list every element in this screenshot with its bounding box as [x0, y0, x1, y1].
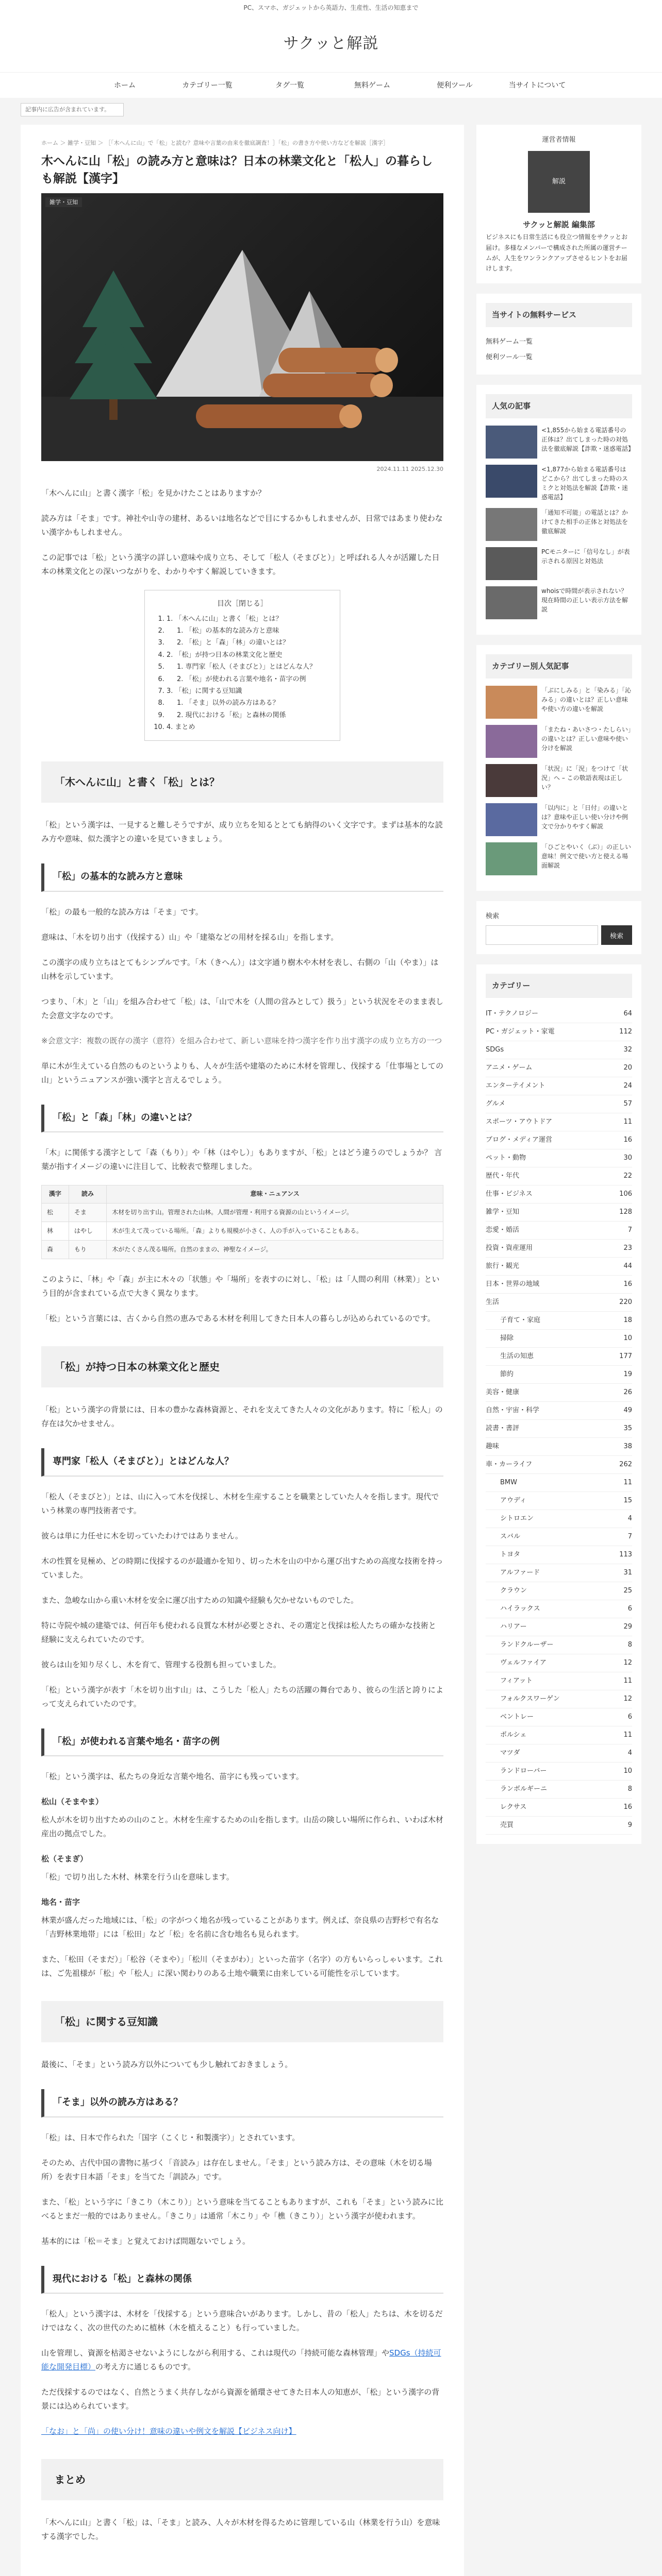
- table-row: [42, 1241, 443, 1259]
- category-count: 32: [623, 1046, 632, 1054]
- paragraph: 「松」という漢字が表す「木を切り出す山」は、こうした「松人」たちの活躍の舞台であり、彼らの生活と誇りによって支えられていたのです。: [41, 1685, 444, 1708]
- paragraph: 「松人（そまびと）」とは、山に入って木を伐採し、木材を生産することを職業としていた人々を指します。現代でいう林業の専門技術者です。: [41, 1492, 439, 1515]
- category-item[interactable]: [486, 1654, 632, 1672]
- category-item[interactable]: [486, 1366, 632, 1384]
- paragraph: 基本的には「松＝そま」と覚えておけば問題ないでしょう。: [41, 2236, 251, 2246]
- profile-description: ビジネスにも日常生活にも役立つ情報をサクッとお届け。多様なメンバーで構成された所属の運営チームが、人生をワンランクアップさせるヒントをお届けします。: [486, 233, 628, 273]
- category-name[interactable]: シトロエン: [500, 1515, 534, 1523]
- category-name[interactable]: ポルシェ: [500, 1731, 527, 1739]
- category-count: 11: [623, 1731, 632, 1739]
- category-count: 20: [623, 1064, 632, 1072]
- category-name[interactable]: 歴代・年代: [486, 1172, 520, 1180]
- widget-title: カテゴリー別人気記事: [486, 654, 632, 679]
- nav-tools[interactable]: 便利ツール: [437, 81, 473, 90]
- category-count: 8: [627, 1785, 632, 1793]
- article-link[interactable]: <1,855から始まる電話番号の正体は？出てしまった時の対処法を徹底解説【詐欺・迷惑電話】: [541, 426, 635, 452]
- category-count: 106: [619, 1190, 632, 1198]
- profile-heading: 運営者情報: [542, 135, 576, 144]
- toc-item[interactable]: 6. 2. 「松」が使われる言葉や地名・苗字の例: [167, 673, 327, 685]
- article-link[interactable]: PCモニターに「信号なし」が表示される原因と対処法: [541, 548, 630, 565]
- profile-widget: [476, 125, 641, 283]
- paragraph: 彼らは単に力任せに木を切っていたわけではありません。: [41, 1531, 243, 1540]
- category-count: 25: [623, 1587, 632, 1595]
- category-item[interactable]: [486, 1041, 632, 1059]
- article-link[interactable]: 「以内に」と「日付」の違いとは？意味や正しい使い分けや例文で分かりやすく解説: [541, 804, 628, 830]
- section-heading-1: 「木へんに山」と書く「松」とは？: [41, 761, 443, 803]
- category-name[interactable]: クラウン: [500, 1587, 527, 1595]
- site-tagline: PC、スマホ、ガジェットから英語力、生産性、生活の知恵まで: [0, 0, 662, 15]
- paragraph: ただ伐採するのではなく、自然とうまく共存しながら資源を循環させてきた日本人の知恵が、「松」という漢字の背景には込められています。: [41, 2387, 440, 2411]
- category-count: 177: [619, 1352, 632, 1361]
- category-item[interactable]: [486, 1708, 632, 1726]
- article-thumbnail: [486, 508, 537, 541]
- paragraph: 林業が盛んだった地域には、「松」の字がつく地名が残っていることがあります。例えば、奈良県の吉野杉で有名な「吉野林業地帯」には「松田」など「松」を名前に含む地名も見られます。: [41, 1916, 439, 1939]
- toc-item[interactable]: 3. 2. 「松」と「森」「林」の違いとは？: [167, 637, 327, 649]
- category-item[interactable]: [486, 1546, 632, 1564]
- toc-item[interactable]: 8. 1. 「そま」以外の読み方はある？: [167, 697, 327, 709]
- list-item[interactable]: [486, 586, 632, 619]
- category-count: 18: [623, 1316, 632, 1325]
- category-count: 23: [623, 1244, 632, 1252]
- category-item[interactable]: [486, 1185, 632, 1204]
- paragraph: 「松」という漢字は、私たちの身近な言葉や地名、苗字にも残っています。: [41, 1772, 304, 1782]
- category-item[interactable]: [486, 1204, 632, 1222]
- article-thumbnail: [486, 764, 537, 797]
- table-cell: そま: [69, 1203, 106, 1222]
- category-item[interactable]: [486, 1095, 632, 1113]
- category-count: 6: [627, 1713, 632, 1721]
- global-nav: [0, 72, 662, 98]
- table-cell: もり: [69, 1241, 106, 1259]
- category-count: 220: [619, 1298, 632, 1307]
- category-count: 29: [623, 1623, 632, 1631]
- profile-name[interactable]: サクッと解説 編集部: [523, 220, 595, 230]
- category-count: 11: [623, 1118, 632, 1126]
- category-name[interactable]: 雑学・豆知: [486, 1208, 520, 1216]
- category-count: 24: [623, 1082, 632, 1090]
- paragraph: また、「松」という字に「きこり（木こり）」という意味を当てることもありますが、これも「そま」という読みに比べるとまだ一般的ではありません。「きこり」は通常「木こり」や「樵（きこり）」という漢字が使われます。: [41, 2197, 444, 2221]
- category-name[interactable]: 売買: [500, 1821, 514, 1829]
- list-item[interactable]: [486, 465, 632, 502]
- category-item[interactable]: [486, 1781, 632, 1799]
- paragraph: [41, 2346, 443, 2374]
- paragraph: そのため、古代中国の書物に基づく「音読み」は存在しません。「そま」という読み方は、その意味（木を切る場所）を表す日本語「そま」を当てた「訓読み」です。: [41, 2158, 432, 2181]
- category-count: 64: [623, 1010, 632, 1018]
- category-item[interactable]: [486, 1600, 632, 1618]
- category-item[interactable]: [486, 1077, 632, 1095]
- table-cell: 松: [42, 1203, 69, 1222]
- category-count: 7: [627, 1226, 632, 1234]
- category-name[interactable]: 恋愛・婚活: [486, 1226, 520, 1234]
- paragraph: 木の性質を見極め、どの時期に伐採するのが最適かを知り、切った木を山の中から運び出すための高度な技術を持っていました。: [41, 1556, 443, 1580]
- text: の考え方に通じるものです。: [95, 2362, 195, 2371]
- toc-item[interactable]: 7. 3. 「松」に関する豆知識: [167, 685, 327, 697]
- categories-widget: [476, 964, 641, 1844]
- list-item[interactable]: [486, 725, 632, 758]
- category-count: 4: [627, 1515, 632, 1523]
- tools-link[interactable]: 便利ツール一覧: [486, 353, 533, 361]
- subheading: 「松」と「森」「林」の違いとは？: [41, 1105, 443, 1132]
- article-thumbnail: [486, 465, 537, 498]
- category-count: 57: [623, 1100, 632, 1108]
- term-heading: 松（そまぎ）: [41, 1854, 88, 1864]
- popular-widget: [476, 385, 641, 635]
- category-count: 35: [623, 1425, 632, 1433]
- category-item[interactable]: [486, 1059, 632, 1077]
- category-count: 15: [623, 1497, 632, 1505]
- category-item[interactable]: [486, 1528, 632, 1546]
- article-thumbnail: [486, 547, 537, 580]
- list-item[interactable]: [486, 508, 632, 541]
- category-item[interactable]: [486, 1294, 632, 1312]
- category-name[interactable]: 掃除: [500, 1334, 514, 1343]
- category-item[interactable]: [486, 1510, 632, 1528]
- paragraph: つまり、「木」と「山」を組み合わせて「松」は、「山で木を（人間の営みとして）扱う」という状況をそのまま表した会意文字なのです。: [41, 996, 444, 1020]
- term-heading: 地名・苗字: [41, 1897, 80, 1907]
- forest-illustration: [41, 193, 443, 461]
- category-item[interactable]: [486, 1222, 632, 1240]
- category-count: 11: [623, 1677, 632, 1685]
- section-heading-4: まとめ: [41, 2459, 443, 2500]
- article: [21, 125, 464, 2576]
- paragraph: 意味は、「木を切り出す（伐採する）山」や「建築などの用材を採る山」を指します。: [41, 932, 339, 942]
- intro-paragraph-3: この記事では「松」という漢字の詳しい意味や成り立ち、そして「松人（そまびと）」と呼ばれる人々が活躍した日本の林業文化との深いつながりを、わかりやすく解説していきます。: [41, 553, 440, 577]
- subheading: 「そま」以外の読み方はある？: [41, 2089, 443, 2117]
- widget-title: 当サイトの無料サービス: [486, 303, 632, 327]
- paragraph: 「松人」という漢字は、木材を「伐採する」という意味合いがあります。しかし、昔の「松人」たちは、木を切るだけではなく、次の世代のために植林（木を植えること）も行っていました。: [41, 2309, 443, 2332]
- article-link[interactable]: 「またね・あいさつ・たしらい」の違いとは？正しい意味や使い分けを解説: [541, 725, 632, 752]
- widget-title: 人気の記事: [486, 394, 632, 418]
- table-row: [42, 1222, 443, 1241]
- toc-item[interactable]: 5. 1. 専門家「松人（そまびと）」とはどんな人？: [167, 661, 327, 673]
- category-name[interactable]: エンターテイメント: [486, 1082, 545, 1090]
- breadcrumb[interactable]: ホーム ＞ 雑学・豆知 ＞ ［「木へんに山」で「松」と読む？意味や言葉の由来を徹底調査！］「松」の書き方や使い方などを解説［漢字］: [41, 139, 389, 146]
- category-count: 16: [623, 1803, 632, 1811]
- category-item[interactable]: [486, 1726, 632, 1744]
- category-item[interactable]: [486, 1348, 632, 1366]
- sidebar: [476, 125, 641, 2576]
- subheading: 専門家「松人（そまびと）」とはどんな人？: [41, 1448, 443, 1476]
- category-count: 9: [627, 1821, 632, 1829]
- category-item[interactable]: [486, 1402, 632, 1420]
- category-name[interactable]: PC・ガジェット・家電: [486, 1028, 555, 1036]
- table-cell: 木がたくさん茂る場所。自然のままの、神聖なイメージ。: [107, 1241, 443, 1259]
- category-item[interactable]: [486, 1240, 632, 1258]
- paragraph: この漢字の成り立ちはとてもシンプルです。「木（きへん）」は文字通り樹木や木材を表し、右側の「山（やま）」は山林を示しています。: [41, 957, 439, 981]
- category-name[interactable]: マツダ: [500, 1749, 520, 1757]
- category-item[interactable]: [486, 1564, 632, 1582]
- eyecatch-image: [41, 193, 443, 461]
- table-header: 意味・ニュアンス: [107, 1185, 443, 1204]
- table-cell: はやし: [69, 1222, 106, 1241]
- category-item[interactable]: [486, 1131, 632, 1149]
- category-name[interactable]: 節約: [500, 1370, 514, 1379]
- category-count: 22: [623, 1172, 632, 1180]
- paragraph: 「木へんに山」と書く「松」は、「そま」と読み、人々が木材を得るために管理している山（林業を行う山）を意味する漢字でした。: [41, 2517, 440, 2541]
- category-item[interactable]: [486, 1312, 632, 1330]
- services-widget: [476, 294, 641, 375]
- intro-paragraph-1: 「木へんに山」と書く漢字「松」を見かけたことはありますか？: [41, 488, 266, 498]
- list-item[interactable]: [486, 426, 635, 459]
- table-header: 読み: [69, 1185, 106, 1204]
- toc-item[interactable]: 10. 4. まとめ: [167, 721, 327, 733]
- paragraph: このように、「林」や「森」が主に木々の「状態」や「場所」を表すのに対し、「松」は「人間の利用（林業）」という目的が含まれている点で大きく異なります。: [41, 1275, 440, 1298]
- category-count: 7: [627, 1533, 632, 1541]
- article-thumbnail: [486, 725, 537, 758]
- toc-toggle[interactable]: 目次［閉じる］: [217, 600, 268, 608]
- category-count: 4: [627, 1749, 632, 1757]
- category-name[interactable]: ハリアー: [500, 1623, 527, 1631]
- list-item[interactable]: [486, 764, 632, 797]
- category-item[interactable]: [486, 1330, 632, 1348]
- list-item[interactable]: [486, 842, 632, 875]
- table-of-contents: [144, 590, 340, 741]
- site-header: [0, 15, 662, 72]
- category-name[interactable]: 自然・宇宙・科学: [486, 1406, 540, 1415]
- category-name[interactable]: 仕事・ビジネス: [486, 1190, 533, 1198]
- nav-home[interactable]: ホーム: [114, 81, 136, 90]
- paragraph: 「木」に関係する漢字として「森（もり）」や「林（はやし）」もありますが、「松」とはどう違うのでしょうか？ 言葉が指すイメージの違いに注目して、比較表で整理しました。: [41, 1148, 442, 1172]
- article-thumbnail: [486, 586, 537, 619]
- site-title[interactable]: サクッと解説: [283, 35, 379, 53]
- category-name[interactable]: IT・テクノロジー: [486, 1010, 538, 1018]
- article-link[interactable]: whoisで時間が表示されない？現在時間の正しい表示方法を解説: [541, 587, 628, 613]
- category-item[interactable]: [486, 1023, 632, 1041]
- category-item[interactable]: [486, 1582, 632, 1600]
- list-item[interactable]: [486, 803, 632, 836]
- footnote: ※会意文字：複数の既存の漢字（意符）を組み合わせて、新しい意味を持つ漢字を作り出す漢字の成り立ち方の一つ: [41, 1036, 442, 1045]
- toc-item[interactable]: 2. 1. 「松」の基本的な読み方と意味: [167, 625, 327, 637]
- article-link[interactable]: <1,877から始まる電話番号はどこから？出てしまった時のスミクと対処法を解説【詐欺・迷惑電話】: [541, 465, 628, 501]
- table-row: [42, 1203, 443, 1222]
- table-header: 漢字: [42, 1185, 69, 1204]
- category-count: 16: [623, 1280, 632, 1289]
- category-name[interactable]: スバル: [500, 1533, 521, 1541]
- article-thumbnail: [486, 686, 537, 719]
- section-heading-3: 「松」に関する豆知識: [41, 2001, 443, 2042]
- paragraph: 「松」という漢字は、一見すると難しそうですが、成り立ちを知るととても納得のいく文字です。まずは基本的な読み方や意味、似た漢字との違いを見ていきましょう。: [41, 820, 443, 844]
- category-item[interactable]: [486, 1113, 632, 1131]
- toc-item[interactable]: 9. 2. 現代における「松」と森林の関係: [167, 709, 327, 721]
- article-thumbnail: [486, 426, 537, 459]
- paragraph: また、「松田（そまだ）」「松谷（そまや）」「松川（そまがわ）」といった苗字（名字）の方もいらっしゃいます。これは、ご先祖様が「松」や「松人」に深い関わりのある土地や職業に由来している可能性を示しています。: [41, 1955, 443, 1978]
- category-count: 30: [623, 1154, 632, 1162]
- category-count: 12: [623, 1659, 632, 1667]
- category-name[interactable]: 生活の知恵: [500, 1352, 534, 1361]
- category-item[interactable]: [486, 1618, 632, 1636]
- category-name[interactable]: 読書・書評: [486, 1425, 520, 1433]
- paragraph: 「松」という漢字の背景には、日本の豊かな森林資源と、それを支えてきた人々の文化があります。特に「松人」の存在は欠かせません。: [41, 1405, 443, 1429]
- category-name[interactable]: ベントレー: [500, 1713, 534, 1721]
- category-name[interactable]: グルメ: [486, 1100, 506, 1108]
- category-ranking-widget: [476, 645, 641, 891]
- category-count: 44: [623, 1262, 632, 1270]
- category-item[interactable]: [486, 1744, 632, 1762]
- category-item[interactable]: [486, 1636, 632, 1654]
- category-count: 26: [623, 1388, 632, 1397]
- category-count: 113: [619, 1551, 632, 1559]
- list-item[interactable]: [486, 547, 632, 580]
- article-title: 木へんに山「松」の読み方と意味は？日本の林業文化と「松人」の暮らしも解説【漢字】: [41, 154, 433, 186]
- category-name[interactable]: 趣味: [486, 1443, 500, 1451]
- article-thumbnail: [486, 803, 537, 836]
- free-games-link[interactable]: 無料ゲーム一覧: [486, 337, 533, 346]
- section-heading-2: 「松」が持つ日本の林業文化と歴史: [41, 1346, 443, 1387]
- category-count: 128: [619, 1208, 632, 1216]
- category-name[interactable]: ハイラックス: [500, 1605, 540, 1613]
- table-cell: 木材を切り出す山。管理された山林。人間が管理・利用する資源の山というイメージ。: [107, 1203, 443, 1222]
- category-name[interactable]: スポーツ・アウトドア: [486, 1118, 553, 1126]
- post-dates: 2024.11.11 2025.12.30: [376, 465, 443, 472]
- toc-item[interactable]: 1. 1. 「木へんに山」と書く「松」とは？: [167, 613, 327, 625]
- category-item[interactable]: [486, 1672, 632, 1690]
- category-name[interactable]: BMW: [500, 1479, 517, 1487]
- category-count: 11: [623, 1479, 632, 1487]
- category-name[interactable]: 生活: [486, 1298, 500, 1307]
- category-count: 16: [623, 1136, 632, 1144]
- category-name[interactable]: 旅行・観光: [486, 1262, 520, 1270]
- paragraph: 最後に、「そま」という読み方以外についても少し触れておきましょう。: [41, 2060, 293, 2070]
- category-name[interactable]: ペット・動物: [486, 1154, 526, 1162]
- text: 山を管理し、資源を枯渇させないようにしながら利用する、これは現代の「持続可能な森林管理」や: [41, 2348, 390, 2358]
- category-name[interactable]: SDGs: [486, 1046, 504, 1054]
- category-count: 262: [619, 1461, 632, 1469]
- subheading: 現代における「松」と森林の関係: [41, 2266, 443, 2294]
- paragraph: 「松」という言葉には、古くから自然の恵みである木材を利用してきた日本人の暮らしが込められているのです。: [41, 1314, 435, 1324]
- toc-item[interactable]: 4. 2. 「松」が持つ日本の林業文化と歴史: [167, 649, 327, 661]
- category-name[interactable]: アルファード: [500, 1569, 540, 1577]
- category-count: 8: [627, 1641, 632, 1649]
- category-item[interactable]: [486, 1005, 632, 1023]
- category-name[interactable]: 投資・資産運用: [486, 1244, 533, 1252]
- category-item[interactable]: [486, 1799, 632, 1817]
- sdgs-link[interactable]: SDGs（持続可能な開発目標）: [41, 2348, 441, 2371]
- paragraph: 「松」の最も一般的な読み方は「そま」です。: [41, 907, 203, 917]
- category-item[interactable]: [486, 1690, 632, 1708]
- article-thumbnail: [486, 842, 537, 875]
- category-name[interactable]: ヴェルファイア: [500, 1659, 547, 1667]
- nav-tags[interactable]: タグ一覧: [275, 81, 304, 90]
- category-name[interactable]: 美容・健康: [486, 1388, 520, 1397]
- profile-avatar: 解説: [528, 151, 590, 213]
- nav-about[interactable]: 当サイトについて: [508, 81, 566, 90]
- category-name[interactable]: フィアット: [500, 1677, 533, 1685]
- paragraph: 特に寺院や城の建築では、何百年も使われる良質な木材が必要とされ、その選定と伐採は松人たちの確かな技術と経験に支えられていたのです。: [41, 1620, 436, 1644]
- paragraph: 「松」で切り出した木材、林業を行う山を意味します。: [41, 1872, 234, 1882]
- paragraph: 「松」は、日本で作られた「国字（こくじ・和製漢字）」とされています。: [41, 2132, 300, 2142]
- term-heading: 松山（そまやま）: [41, 1797, 104, 1807]
- category-name[interactable]: トヨタ: [500, 1551, 521, 1559]
- category-item[interactable]: [486, 1762, 632, 1781]
- table-cell: 木が生えて茂っている場所。「森」よりも規模が小さく、人の手が入っていることもある。: [107, 1222, 443, 1241]
- paragraph: 彼らは山を知り尽くし、木を育て、管理する役割も担っていました。: [41, 1659, 281, 1669]
- article-link[interactable]: 「ひごとやいく（ぶ）」の正しい意味！例文で使い方と使える場面解説: [541, 843, 632, 869]
- paragraph: また、急峻な山から重い木材を安全に運び出すための知識や経験も欠かせないものでした。: [41, 1595, 359, 1605]
- search-label: 検索: [486, 912, 500, 920]
- intro-paragraph-2: 読み方は「そま」です。神社や山寺の建材、あるいは地名などで目にするかもしれませんが、日常ではあまり使わない漢字かもしれません。: [41, 514, 443, 537]
- article-link[interactable]: 「通知不可能」の電話とは？かけてきた相手の正体と対処法を徹底解説: [541, 509, 628, 535]
- category-name[interactable]: ブログ・メディア運営: [486, 1136, 552, 1144]
- category-item[interactable]: [486, 1817, 632, 1835]
- category-name[interactable]: ランドローバー: [500, 1767, 547, 1775]
- list-item[interactable]: [486, 686, 632, 719]
- paragraph: 単に木が生えている自然のものというよりも、人々が生活や建築のために木材を管理し、伐採する「仕事場としての山」というニュアンスが強い漢字と言えるでしょう。: [41, 1061, 444, 1084]
- category-name[interactable]: ランボルギーニ: [500, 1785, 548, 1793]
- table-cell: 森: [42, 1241, 69, 1259]
- category-item[interactable]: [486, 1438, 632, 1456]
- nav-categories[interactable]: カテゴリー一覧: [182, 81, 233, 90]
- category-item[interactable]: [486, 1167, 632, 1185]
- category-name[interactable]: 車・カーライフ: [486, 1461, 533, 1469]
- category-item[interactable]: [486, 1420, 632, 1438]
- category-badge[interactable]: 雑学・豆知: [45, 197, 82, 208]
- search-button[interactable]: 検索: [601, 925, 632, 945]
- widget-title: カテゴリー: [486, 974, 632, 998]
- category-name[interactable]: レクサス: [500, 1803, 527, 1811]
- category-count: 6: [627, 1605, 632, 1613]
- category-count: 12: [623, 1695, 632, 1703]
- category-item[interactable]: [486, 1456, 632, 1474]
- ad-notice: 記事内に広告が含まれています。: [21, 103, 124, 116]
- category-item[interactable]: [486, 1384, 632, 1402]
- subheading: 「松」が使われる言葉や地名・苗字の例: [41, 1728, 443, 1756]
- subheading: 「松」の基本的な読み方と意味: [41, 863, 443, 891]
- category-count: 49: [623, 1406, 632, 1415]
- category-name[interactable]: ランドクルーザー: [500, 1641, 554, 1649]
- category-count: 112: [619, 1028, 632, 1036]
- category-item[interactable]: [486, 1492, 632, 1510]
- category-count: 31: [623, 1569, 632, 1577]
- category-count: 10: [623, 1334, 632, 1343]
- category-count: 19: [623, 1370, 632, 1379]
- article-link[interactable]: 「状況」に「況」をつけて「状況」へ – この敬語表現は正しい？: [541, 765, 628, 791]
- category-item[interactable]: [486, 1258, 632, 1276]
- table-cell: 林: [42, 1222, 69, 1241]
- category-name[interactable]: アニメ・ゲーム: [486, 1064, 533, 1072]
- paragraph: 松人が木を切り出すための山のこと。木材を生産するための山を指します。山岳の険しい場所に作られ、いわば木材産出の拠点でした。: [41, 1815, 443, 1839]
- category-name[interactable]: アウディ: [500, 1497, 526, 1505]
- category-count: 10: [623, 1767, 632, 1775]
- category-item[interactable]: [486, 1474, 632, 1492]
- category-item[interactable]: [486, 1276, 632, 1294]
- search-widget: [476, 901, 641, 954]
- article-link[interactable]: 「ぶにしみる」と「染みる」「沁みる」の違いとは？正しい意味や使い方の違いを解説: [541, 686, 632, 713]
- category-item[interactable]: [486, 1149, 632, 1167]
- category-name[interactable]: 子育て・家庭: [500, 1316, 541, 1325]
- category-name[interactable]: 日本・世界の地域: [486, 1280, 540, 1289]
- category-count: 38: [623, 1443, 632, 1451]
- related-article-link[interactable]: 「なお」と「尚」の使い分け！意味の違いや例文を解説【ビジネス向け】: [41, 2426, 296, 2436]
- comparison-table: [41, 1185, 443, 1259]
- paragraph: [41, 2425, 443, 2438]
- search-input[interactable]: [486, 925, 598, 945]
- category-name[interactable]: フォルクスワーゲン: [500, 1695, 560, 1703]
- nav-free-games[interactable]: 無料ゲーム: [354, 81, 390, 90]
